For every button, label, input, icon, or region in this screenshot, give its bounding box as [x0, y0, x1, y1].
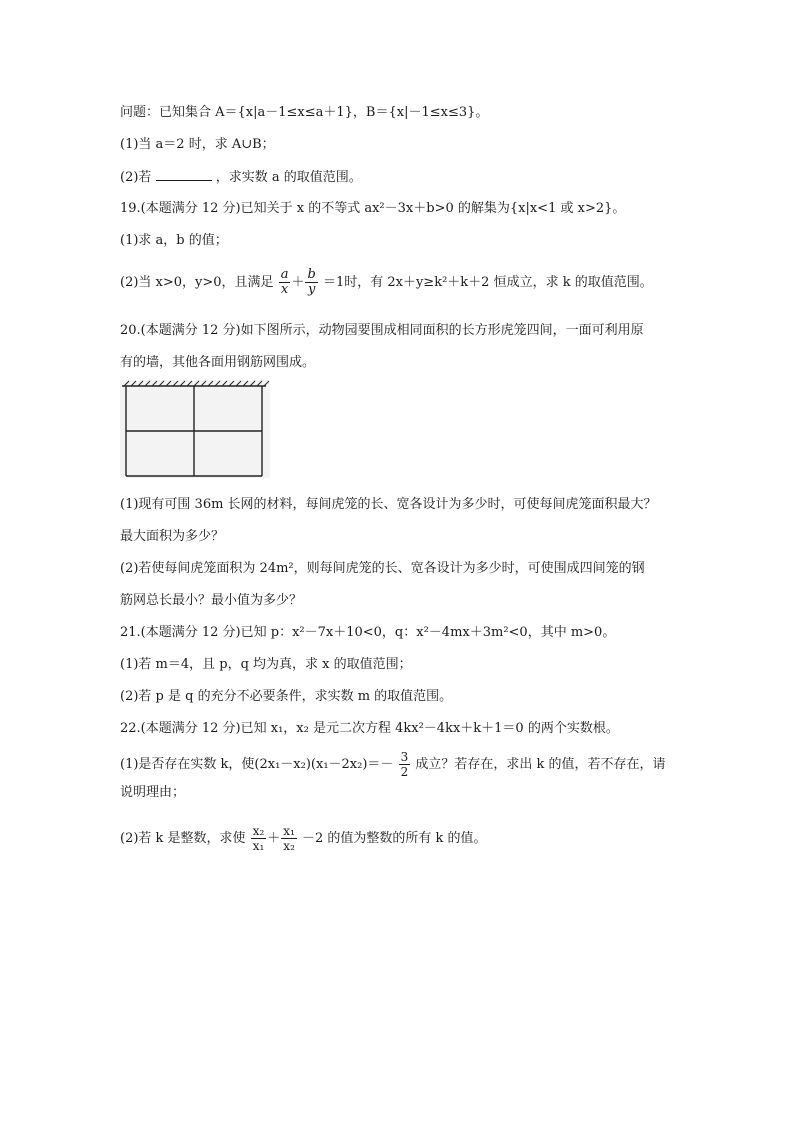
q20-continued: 有的墙，其他各面用钢筋网围成。	[120, 355, 316, 370]
text-segment: ，求实数 a 的取值范围。	[215, 170, 362, 185]
text-segment: (2)当 x>0，y>0，且满足	[120, 275, 274, 290]
q22-part1	[120, 750, 666, 779]
fraction-x2-over-x1	[251, 824, 267, 853]
line-part2-range	[120, 168, 362, 187]
q20-part2: (2)若使每间虎笼面积为 24m²，则每间虎笼的长、宽各设计为多少时，可使围成四间笼的钢	[120, 561, 645, 576]
plus-sign: ＋	[291, 275, 305, 290]
text-segment: －2 的值为整数的所有 k 的值。	[302, 831, 487, 846]
q19-part2	[120, 268, 653, 297]
q22-part2	[120, 824, 487, 853]
text-segment: (1)是否存在实数 k，使(2x₁－x₂)(x₁－2x₂)＝－	[120, 757, 394, 772]
q20-part1: (1)现有可围 36m 长网的材料，每间虎笼的长、宽各设计为多少时，可使每间虎笼面积最大？	[120, 497, 657, 512]
fraction-three-halves	[399, 750, 411, 779]
fraction-denominator: y	[307, 282, 316, 297]
plus-sign: ＋	[267, 831, 281, 846]
answer-blank	[156, 168, 212, 181]
fraction-numerator: a	[280, 267, 289, 282]
text-segment: 成立？若存在，求出 k 的值，若不存在，请	[415, 757, 666, 772]
fraction-denominator: x₁	[252, 839, 265, 853]
text-segment: (2)若 k 是整数，求使	[120, 831, 246, 846]
q19-part1: (1)求 a，b 的值；	[120, 233, 228, 248]
q20-title: 20.(本题满分 12 分)如下图所示，动物园要围成相同面积的长方形虎笼四间，一面可利用原	[120, 323, 644, 338]
fraction-x1-over-x2	[281, 824, 297, 853]
line-problem-statement: 问题：已知集合 A＝{x|a－1≤x≤a＋1}，B＝{x|－1≤x≤3}。	[120, 105, 489, 120]
text-segment: ＝1时，有 2x＋y≥k²＋k＋2 恒成立，求 k 的取值范围。	[322, 275, 653, 290]
fraction-denominator: x₂	[283, 839, 295, 853]
fraction-numerator: b	[307, 267, 316, 282]
tiger-cage-diagram	[120, 380, 270, 478]
q20-part1-continued: 最大面积为多少？	[120, 529, 225, 544]
fraction-a-over-x	[279, 268, 291, 297]
fraction-denominator: 2	[400, 765, 409, 779]
q20-part2-continued: 筋网总长最小？最小值为多少？	[120, 593, 303, 608]
fraction-b-over-y	[305, 268, 317, 297]
fraction-numerator: 3	[400, 750, 409, 764]
q21-part1: (1)若 m＝4，且 p，q 均为真，求 x 的取值范围；	[120, 657, 412, 672]
fraction-numerator: x₁	[283, 824, 295, 838]
q21-title: 21.(本题满分 12 分)已知 p：x²－7x＋10<0，q：x²－4mx＋3m²<0，其中 m>0。	[120, 625, 616, 640]
q19-title: 19.(本题满分 12 分)已知关于 x 的不等式 ax²－3x＋b>0 的解集为{x|x<1 或 x>2}。	[120, 201, 626, 216]
text-segment: (2)若	[120, 170, 152, 185]
q21-part2: (2)若 p 是 q 的充分不必要条件，求实数 m 的取值范围。	[120, 689, 453, 704]
q22-title: 22.(本题满分 12 分)已知 x₁，x₂ 是元二次方程 4kx²－4kx＋k＋1＝0 的两个实数根。	[120, 721, 619, 736]
fraction-denominator: x	[280, 282, 289, 297]
fraction-numerator: x₂	[252, 824, 265, 838]
line-part1-union: (1)当 a＝2 时，求 A∪B；	[120, 137, 275, 152]
q22-part1-continued: 说明理由；	[120, 785, 186, 800]
